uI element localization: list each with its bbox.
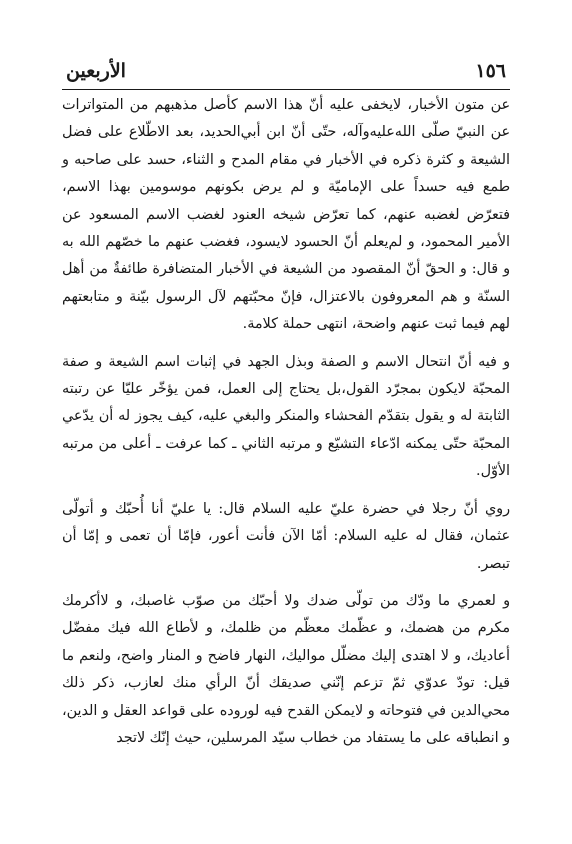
running-title: الأربعين <box>66 60 126 82</box>
paragraph: و فيه أنّ انتحال الاسم و الصفة وبذل الجهد في إثبات اسم الشيعة و صفة المحبّة لايكون بمجرّد القول،بل يحتاج إلى العمل، فمن يؤخّر عليّا عن رتبته الثابتة له و يقول بتقدّم الفحشاء والمنكر والبغي عليه، كيف يجوز له أن يدّعي المحبّة حتّى يمكنه ادّعاء التشيّع و مرتبه الثاني ـ كما عرفت ـ أعلى من مرتبه الأوّل. <box>62 353 510 480</box>
header-rule <box>62 89 510 90</box>
paragraph: عن متون الأخبار، لايخفى عليه أنّ هذا الاسم كأصل مذهبهم من المتواترات عن النبيّ صلّى الله‌عليه‌وآله، حتّى أنّ ابن أبي‌الحديد، بعد الاطّلاع على فضل الشيعة و كثرة ذكره في الأخبار في مقام المدح و الثناء، حسد على صاحبه و طمع فيه حسداً على الإماميّة و لم يرض بكونهم موسومين بهذا الاسم، فتعرّض لغضبه عنهم، كما تعرّض شيخه العنود لغضب الاسم المسعود عن الأمير المحمود، و لم‌يعلم أنّ الحسود لايسود، فغضب عنهم ما خصّهم الله به و قال: و الحقّ أنّ المقصود من الشيعة في الأخبار المتضافرة طائفةٌ من أهل السنّة و هم المعروفون بالاعتزال، فإنّ محبّتهم لآل الرسول بيّنة و متابعتهم لهم فيما ثبت عنهم واضحة، انتهى حملة كلامة. <box>62 97 510 333</box>
paragraph: و لعمري ما ودّك من تولّى ضدك ولا أحبّك من صوّب غاصبك، و لاأكرمك مكرم من هضمك، و عظّمك معظّم من ظلمك، و لأطاع الله فيك مفضّل أعاديك، و لا اهتدى إليك مضلّل مواليك، النهار فاضح و المنار واضح، ولنعم ما قيل: تودّ عدوّي ثمّ تزعم إنّني صديقك أنّ الرأي منك لعازب، ذكر ذلك محي‌الدين في فتوحاته و لايمكن القدح فيه لوروده على قواعد العقل و الدين، و انطباقه على ما يستفاد من خطاب سيّد المرسلين، حيث إنّك لاتجد <box>62 592 510 746</box>
page-number: ١٥٦ <box>475 60 506 82</box>
page-header <box>62 56 510 88</box>
body-text <box>62 92 510 752</box>
paragraph: روي أنّ رجلا في حضرة عليّ عليه السلام قال: يا عليّ أنا أُحبّك و أتولّى عثمان، فقال له عليه السلام: أمّا الآن فأنت أعور، فإمّا أن تعمى و إمّا أن تبصر. <box>62 500 510 572</box>
